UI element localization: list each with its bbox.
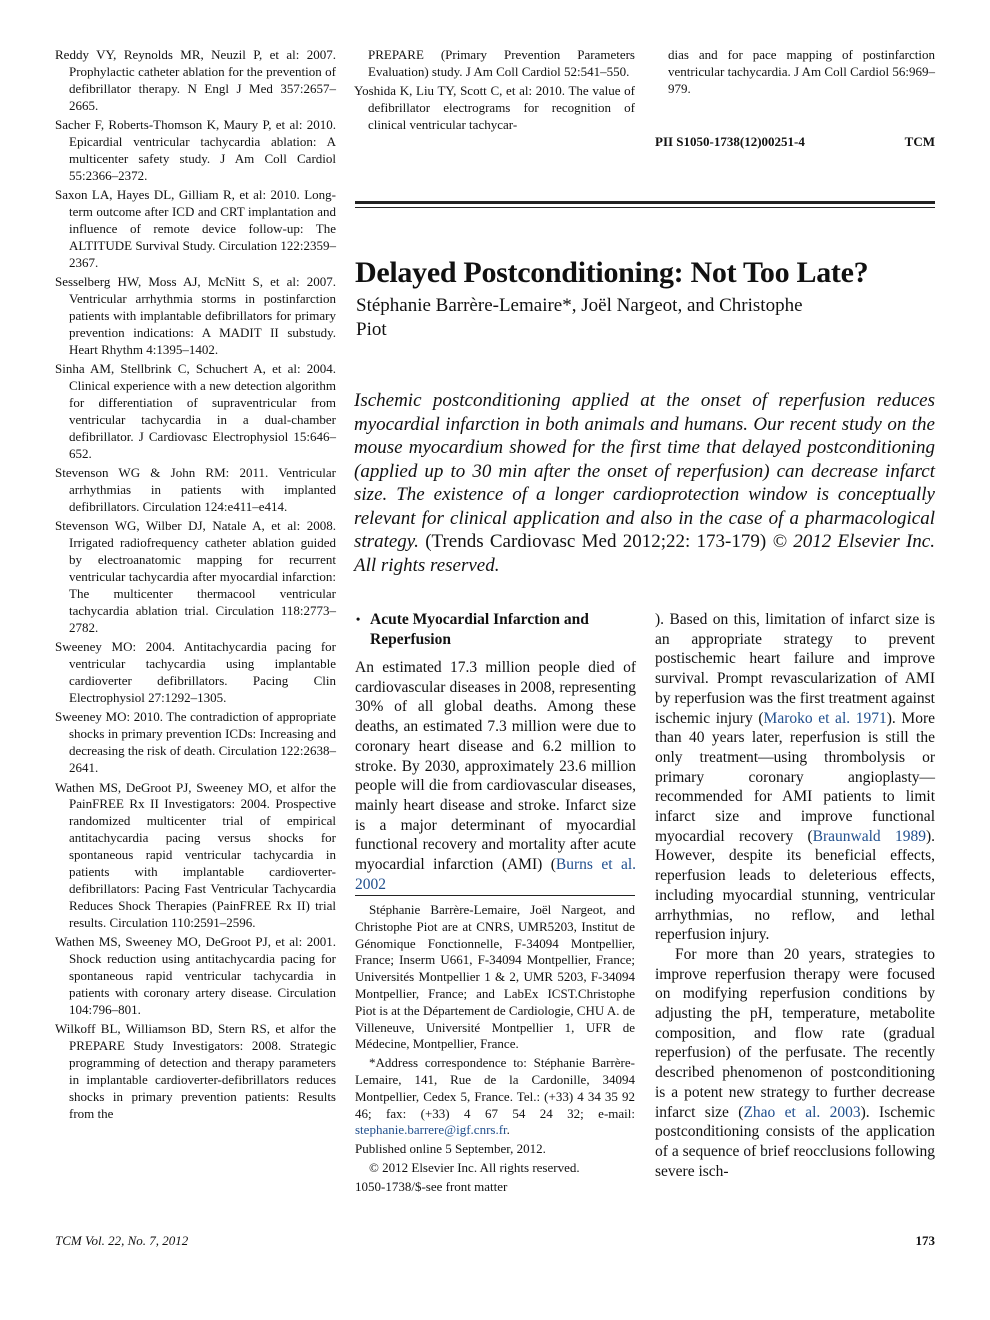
body-text-col3 (655, 610, 935, 1181)
reference-item: Stevenson WG, Wilber DJ, Natale A, et al: 2008. Irrigated radiofrequency catheter ablation guided by electroanatomic mapping for recurrent ventricular tachycardia after myocardial infarction: The multicenter thermacool ventricular tachycardia ablation trial. Circulation 118:2773–2782. (55, 518, 336, 635)
reference-item: Sweeney MO: 2004. Antitachycardia pacing for ventricular tachycardia using implantable cardioverter defibrillators. Pacing Clin Electrophysiol 27:1292–1305. (55, 639, 336, 706)
reference-item: Reddy VY, Reynolds MR, Neuzil P, et al: 2007. Prophylactic catheter ablation for the prevention of defibrillator therapy. N Engl J Med 357:2657–2665. (55, 47, 336, 113)
affiliation-footnote (355, 902, 635, 1198)
page-number: 173 (915, 1233, 935, 1248)
reference-item: Wathen MS, DeGroot PJ, Sweeney MO, et alfor the PainFREE Rx II Investigators: 2004. Prospective randomized multicenter trial of empirical antitachycardia pacing versus shocks for spontaneous rapid ventricular tachycardia in patients with implantable cardioverter-defibrillators: Pacing Fast Ventricular Tachycardia Reduces Shock Therapies (PainFREE Rx II) trial results. Circulation 110:2591–2596. (55, 779, 336, 930)
citation-link-braunwald[interactable]: Braunwald 1989 (812, 827, 926, 845)
reference-item: Saxon LA, Hayes DL, Gilliam R, et al: 2010. Long-term outcome after ICD and CRT implantation and influence of remote device follow-up: The ALTITUDE Survival Study. Circulation 122:2359–2367. (55, 187, 336, 270)
email-link[interactable]: stephanie.barrere@igf.cnrs.fr (355, 1122, 507, 1138)
issn-line: 1050-1738/$-see front matter (355, 1178, 508, 1194)
address-text: *Address correspondence to: Stéphanie Barrère-Lemaire, 141, Rue de la Cardonille, 34094 Montpellier, Cedex 5, France. Tel.: (+33) 4 34 35 92 46; fax: (+33) 4 67 54 24 32; e-mail: (355, 1055, 635, 1121)
reference-item: Sesselberg HW, Moss AJ, McNitt S, et al: 2007. Ventricular arrhythmia storms in postinfarction patients with implantable defibrillators for primary prevention indications: A MADIT II substudy. Heart Rhythm 4:1395–1402. (55, 274, 336, 357)
body-text-run: ). However, despite its beneficial effects, reperfusion leads to deleterious effects, including myocardial stunning, ventricular arrhythmias, no reflow, and lethal reperfusion injury. (655, 827, 935, 944)
reference-item: Sweeney MO: 2010. The contradiction of appropriate shocks in primary prevention ICDs: Increasing and decreasing the risk of death. Circulation 122:2638–2641. (55, 709, 336, 776)
reference-item: Sinha AM, Stellbrink C, Schuchert A, et al: 2004. Clinical experience with a new detection algorithm for differentiation of supraventricular from ventricular tachycardia in a dual-chamber defibrillator. J Cardiovasc Electrophysiol 15:646–652. (55, 361, 336, 461)
article-authors: Stéphanie Barrère-Lemaire*, Joël Nargeot, and Christophe Piot (356, 295, 803, 340)
affiliation-text: Stéphanie Barrère-Lemaire, Joël Nargeot, and Christophe Piot are at CNRS, UMR5203, Institut de Génomique Fonctionnelle, F-34094 Montpellier, France; Inserm U661, F-34094 Montpellier, France; Universités Montpellier 1 & 2, UMR 5203, F-34094 Montpellier, France; and LabEx ICST.Christophe Piot is at the Département de Cardiologie, CHU A. de Villeneuve, Université Montpellier 1, UFR de Médecine, Montpellier, France. (355, 902, 635, 1052)
reference-item: Yoshida K, Liu TY, Scott C, et al: 2010. The value of defibrillator electrograms for recognition of clinical ventricular tachycar- (354, 83, 635, 133)
citation-link-burns[interactable]: Burns et al. 2002 (355, 856, 637, 893)
body-text-run: ). Ischemic postconditioning consists of the application of a sequence of brief reocclusions following severe isch- (655, 1103, 935, 1180)
citation-link-maroko[interactable]: Maroko et al. 1971 (763, 709, 887, 727)
correspondence-address (355, 1055, 635, 1139)
section-bullet: • (356, 612, 361, 626)
body-text-run: For more than 20 years, strategies to improve reperfusion therapy were focused on modifying reperfusion conditions by adjusting the pH, temperature, metabolite composition, and flow rate (gradual reperfusion) of the perfusate. The recently described phenomenon of postconditioning is a potent new strategy to further decrease infarct size ( (655, 945, 935, 1121)
body-text-run: ). Based on this, limitation of infarct size is an appropriate strategy to prevent postischemic heart failure and improve survival. Prompt revascularization of AMI by reperfusion was the first treatment against ischemic injury ( (655, 611, 935, 727)
body-paragraph (655, 610, 935, 945)
reference-item: PREPARE (Primary Prevention Parameters Evaluation) study. J Am Coll Cardiol 52:541–550. (368, 47, 635, 79)
journal-abbrev: TCM (904, 134, 935, 149)
article-title: Delayed Postconditioning: Not Too Late? (355, 256, 869, 289)
pii-line (655, 134, 935, 150)
body-text-run: An estimated 17.3 million people died of cardiovascular diseases in 2008, representing 30% of all global deaths. Among these deaths, an estimated 7.3 million were due to coronary heart disease and 6.2 million to stroke. By 2030, approximately 23.6 million people will die from cardiovascular diseases, mainly heart disease and stroke. Infarct size is a major determinant of myocardial functional recovery and mortality after acute myocardial infarction (AMI) ( (355, 659, 636, 874)
reference-list-col1 (55, 47, 336, 1125)
address-end: . (506, 1122, 510, 1138)
citation-link-zhao[interactable]: Zhao et al. 2003 (743, 1103, 861, 1121)
pii-code: PII S1050-1738(12)00251-4 (655, 134, 805, 149)
reference-list-col3 (654, 47, 935, 100)
abstract (354, 389, 935, 577)
abstract-text: Ischemic postconditioning applied at the onset of reperfusion reduces myocardial infarction in both animals and humans. Our recent study on the mouse myocardium showed for the first time that delayed postconditioning (applied up to 30 min after the onset of reperfusion) can decrease infarct size. The existence of a longer cardioprotection window is conceptually relevant for clinical application and also in the case of a pharmacological strategy. (354, 390, 935, 552)
abstract-rights: © 2012 Elsevier Inc. All rights reserved. (354, 531, 935, 576)
abstract-citation: (Trends Cardiovasc Med 2012;22: 173-179) (418, 531, 773, 552)
body-paragraph (655, 945, 935, 1181)
reference-item: Stevenson WG & John RM: 2011. Ventricular arrhythmias in patients with implanted defibrillators. Circulation 124:e411–e414. (55, 465, 336, 515)
journal-issue-footer: TCM Vol. 22, No. 7, 2012 (55, 1233, 189, 1248)
body-text-run: ). More than 40 years later, reperfusion is still the only treatment—using thrombolysis or primary coronary angioplasty—recommended for AMI patients to limit infarct size and improve functional myocardial recovery ( (655, 709, 935, 845)
title-divider-thin (355, 207, 935, 208)
reference-item: Sacher F, Roberts-Thomson K, Maury P, et al: 2010. Epicardial ventricular tachycardia ablation: A multicenter safety study. J Am Coll Cardiol 55:2366–2372. (55, 117, 336, 183)
reference-item: dias and for pace mapping of postinfarction ventricular tachycardia. J Am Coll Cardiol 56:969–979. (668, 47, 935, 96)
published-date: Published online 5 September, 2012. (355, 1141, 546, 1157)
reference-item: Wathen MS, Sweeney MO, DeGroot PJ, et al: 2001. Shock reduction using antitachycardia pacing for spontaneous rapid ventricular tachycardia in patients with coronary artery disease. Circulation 104:796–801. (55, 934, 336, 1017)
body-paragraph (355, 658, 636, 894)
section-heading (356, 610, 636, 649)
title-divider-thick (355, 201, 935, 204)
footnote-divider (355, 895, 635, 896)
section-heading-text: Acute Myocardial Infarction and Reperfusion (370, 611, 589, 648)
copyright-line: © 2012 Elsevier Inc. All rights reserved. (369, 1159, 580, 1175)
reference-list-col2 (354, 47, 635, 137)
body-text-col2 (355, 658, 636, 894)
reference-item: Wilkoff BL, Williamson BD, Stern RS, et alfor the PREPARE Study Investigators: 2008. Strategic programming of detection and therapy parameters in implantable cardioverter-defibrillators reduces shocks in primary prevention patients: Results from the (55, 1021, 336, 1121)
